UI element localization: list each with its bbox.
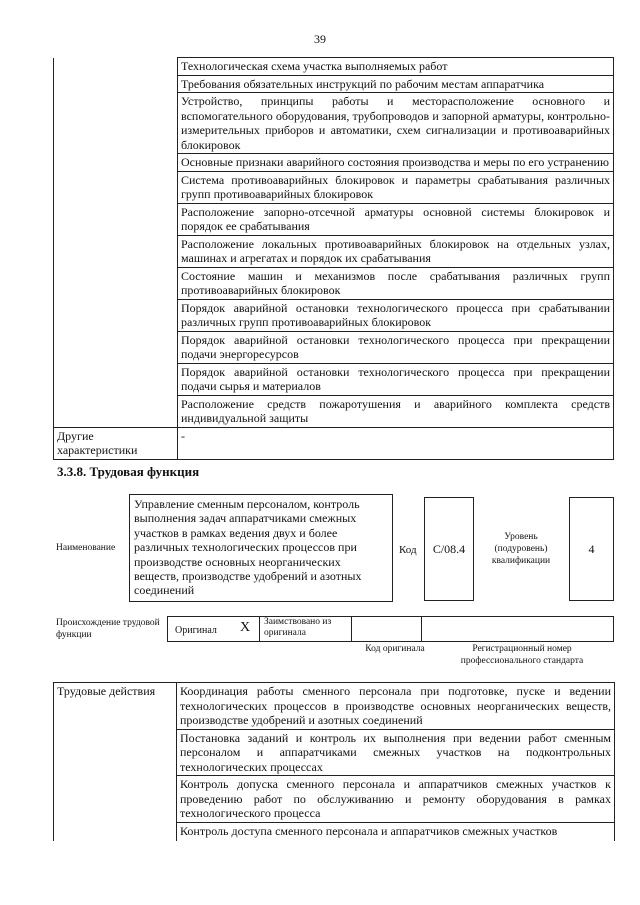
knowledge-item: Устройство, принципы работы и месторасположение основного и вспомогательного оборудования, трубопроводов и запорной арматуры, контрольно-измерительных приборов и автоматики, схем сигнализации и противоаварийных блокировок <box>178 93 614 154</box>
knowledge-table <box>53 57 614 460</box>
knowledge-item: Порядок аварийной остановки технологического процесса при прекращении подачи энергоресурсов <box>178 331 614 363</box>
borrowed-cell <box>260 617 352 641</box>
knowledge-item: Требования обязательных инструкций по рабочим местам аппаратчика <box>178 75 614 93</box>
code-label: Код <box>399 544 417 556</box>
origin-label: Происхождение трудовой функции <box>56 618 160 640</box>
knowledge-label-cell <box>54 58 178 428</box>
borrowed-label: Заимствовано из оригинала <box>264 617 332 638</box>
knowledge-item: Расположение запорно-отсечной арматуры основной системы блокировок и порядок ее срабатывания <box>178 203 614 235</box>
knowledge-item: Порядок аварийной остановки технологического процесса при срабатывании различных групп противоаварийных блокировок <box>178 299 614 331</box>
knowledge-item: Порядок аварийной остановки технологического процесса при прекращении подачи сырья и материалов <box>178 363 614 395</box>
labor-action-item: Постановка заданий и контроль их выполнения при ведении работ сменным персоналом и аппаратчиками смежных участков на подконтрольных технологических процессах <box>177 729 615 776</box>
original-label: Оригинал <box>175 625 217 636</box>
knowledge-item: Расположение локальных противоаварийных блокировок на отдельных узлах, машинах и агрегатах и порядок их срабатывания <box>178 235 614 267</box>
name-label: Наименование <box>56 543 116 553</box>
function-name-box: Управление сменным персоналом, контроль выполнения задач аппаратчиками смежных участков в рамках ведения двух и более различных технологических процессов при производстве основных неорганических веществ, производстве удобрений и азотных соединений <box>129 494 393 602</box>
knowledge-item: Технологическая схема участка выполняемых работ <box>178 58 614 76</box>
labor-action-item: Контроль доступа сменного персонала и аппаратчиков смежных участков <box>177 822 615 841</box>
other-characteristics-value: - <box>178 427 614 459</box>
qualification-level-label: Уровень (подуровень) квалификации <box>491 532 551 566</box>
original-cell <box>168 617 260 641</box>
original-mark: X <box>240 620 251 635</box>
labor-actions-label: Трудовые действия <box>54 683 177 841</box>
reg-number-label: Регистрационный номер профессионального стандарта <box>460 644 584 666</box>
origin-row <box>167 616 614 642</box>
qualification-level-box: 4 <box>569 497 614 601</box>
code-original-cell <box>352 617 422 641</box>
function-code-box: C/08.4 <box>424 497 474 601</box>
labor-action-item: Контроль допуска сменного персонала и аппаратчиков смежных участков к проведению работ по обслуживанию и ремонту оборудования в рамках технологического процесса <box>177 776 615 823</box>
section-title: 3.3.8. Трудовая функция <box>57 464 200 479</box>
knowledge-item: Система противоаварийных блокировок и параметры срабатывания различных групп противоаварийных блокировок <box>178 171 614 203</box>
code-original-label: Код оригинала <box>365 644 425 654</box>
page-number: 39 <box>314 32 326 46</box>
other-characteristics-label: Другие характеристики <box>54 427 178 459</box>
knowledge-item: Основные признаки аварийного состояния производства и меры по его устранению <box>178 154 614 172</box>
knowledge-item: Состояние машин и механизмов после срабатывания различных групп противоаварийных блокировок <box>178 267 614 299</box>
labor-actions-table <box>53 682 615 841</box>
reg-number-cell <box>422 617 613 641</box>
labor-action-item: Координация работы сменного персонала при подготовке, пуске и ведении технологических процессов в производстве основных неорганических веществ, производстве удобрений и азотных соединений <box>177 683 615 730</box>
knowledge-item: Расположение средств пожаротушения и аварийного комплекта средств индивидуальной защиты <box>178 395 614 427</box>
